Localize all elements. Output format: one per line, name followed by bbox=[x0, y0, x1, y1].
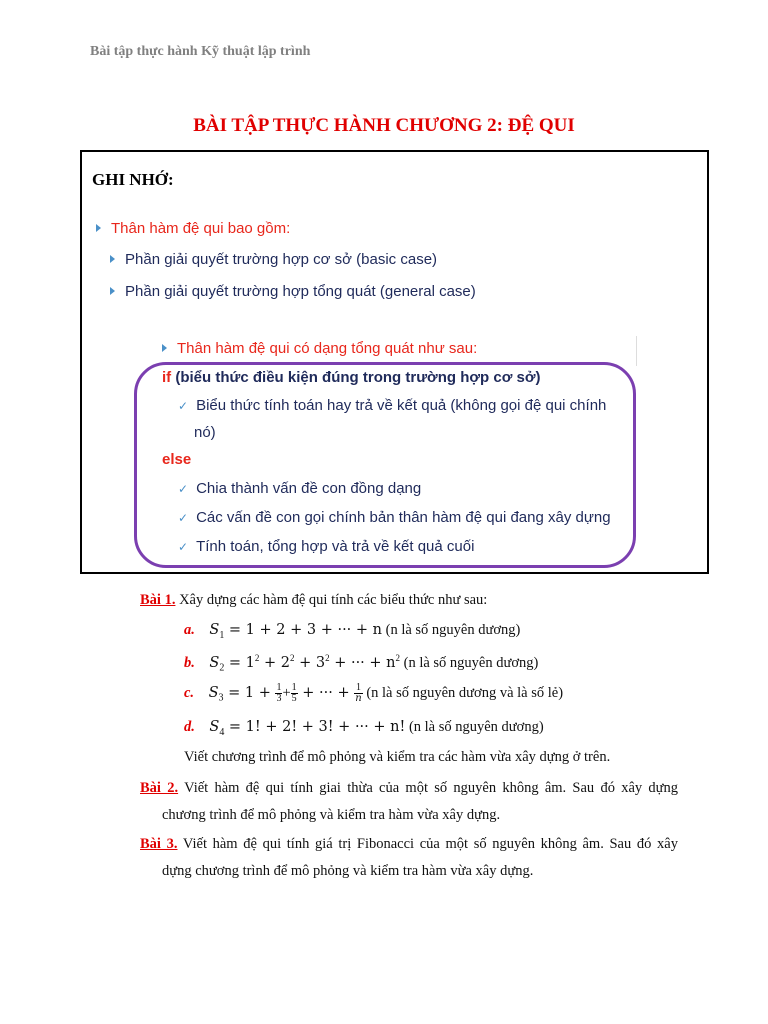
fraction: $\frac{1}{5}$ bbox=[291, 682, 297, 704]
note-sub-1: Phần giải quyết trường hợp cơ sở (basic case) bbox=[110, 251, 437, 268]
check-icon: ✓ bbox=[178, 540, 189, 554]
exercise-1b: b. $S_2 = 1^2 + 2^2 + 3^2$ + ··· + $n^2$ (n là số nguyên dương) bbox=[184, 653, 539, 674]
check-icon: ✓ bbox=[178, 482, 189, 496]
exercise-3-line-1: Bài 3. Viết hàm đệ qui tính giá trị Fibonacci của một số nguyên không âm. Sau đó xây bbox=[140, 836, 678, 852]
note-item-1: Thân hàm đệ qui bao gồm: bbox=[96, 220, 290, 237]
exercise-1-intro: Bài 1. Xây dựng các hàm đệ qui tính các biểu thức như sau: bbox=[140, 592, 488, 608]
triangle-bullet-icon bbox=[110, 255, 115, 263]
else-body-3: ✓ Tính toán, tổng hợp và trả về kết quả cuối bbox=[178, 538, 475, 555]
note-item-2: Thân hàm đệ qui có dạng tổng quát như sau: bbox=[162, 340, 477, 357]
triangle-bullet-icon bbox=[96, 224, 101, 232]
else-line: else bbox=[162, 451, 192, 468]
triangle-bullet-icon bbox=[162, 344, 167, 352]
note-sub-2: Phần giải quyết trường hợp tổng quát (general case) bbox=[110, 283, 476, 300]
exercise-1a: a. $S_1 = 1 + 2 + 3$ + ··· + n (n là số nguyên dương) bbox=[184, 622, 521, 641]
exercise-3-line-2: dựng chương trình để mô phỏng và kiểm tra hàm vừa xây dựng. bbox=[162, 863, 534, 879]
else-body-2: ✓ Các vấn đề con gọi chính bản thân hàm đệ qui đang xây dựng bbox=[178, 509, 611, 526]
if-body-2: nó) bbox=[194, 424, 216, 441]
exercise-1c: c. $S_3 = 1$ + $\frac{1}{3}$ + $\frac{1}{5}$ + ··· + $\frac{1}{n}$ (n là số nguyên dương và là số lẻ) bbox=[184, 682, 564, 704]
note-box bbox=[80, 150, 709, 574]
fraction: $\frac{1}{3}$ bbox=[276, 682, 282, 704]
page-title: BÀI TẬP THỰC HÀNH CHƯƠNG 2: ĐỆ QUI bbox=[193, 115, 575, 136]
if-body-1: ✓ Biểu thức tính toán hay trả về kết quả (không gọi đệ qui chính bbox=[178, 397, 607, 414]
exercise-2-line-2: chương trình để mô phỏng và kiểm tra hàm vừa xây dựng. bbox=[162, 807, 501, 823]
triangle-bullet-icon bbox=[110, 287, 115, 295]
page-header: Bài tập thực hành Kỹ thuật lập trình bbox=[90, 44, 311, 59]
if-line: if (biểu thức điều kiện đúng trong trường hợp cơ sở) bbox=[162, 369, 541, 386]
exercise-1-footer: Viết chương trình để mô phỏng và kiểm tra các hàm vừa xây dựng ở trên. bbox=[184, 749, 611, 765]
note-heading: GHI NHỚ: bbox=[92, 170, 174, 189]
else-body-1: ✓ Chia thành vấn đề con đồng dạng bbox=[178, 480, 422, 497]
exercise-2-line-1: Bài 2. Viết hàm đệ qui tính giai thừa của một số nguyên không âm. Sau đó xây dựng bbox=[140, 780, 679, 796]
divider bbox=[636, 336, 637, 366]
exercise-1d: d. $S_4 = 1$! + 2! + 3! + ··· + n! (n là số nguyên dương) bbox=[184, 719, 544, 738]
check-icon: ✓ bbox=[178, 511, 189, 525]
fraction: $\frac{1}{n}$ bbox=[355, 682, 362, 704]
check-icon: ✓ bbox=[178, 399, 189, 413]
